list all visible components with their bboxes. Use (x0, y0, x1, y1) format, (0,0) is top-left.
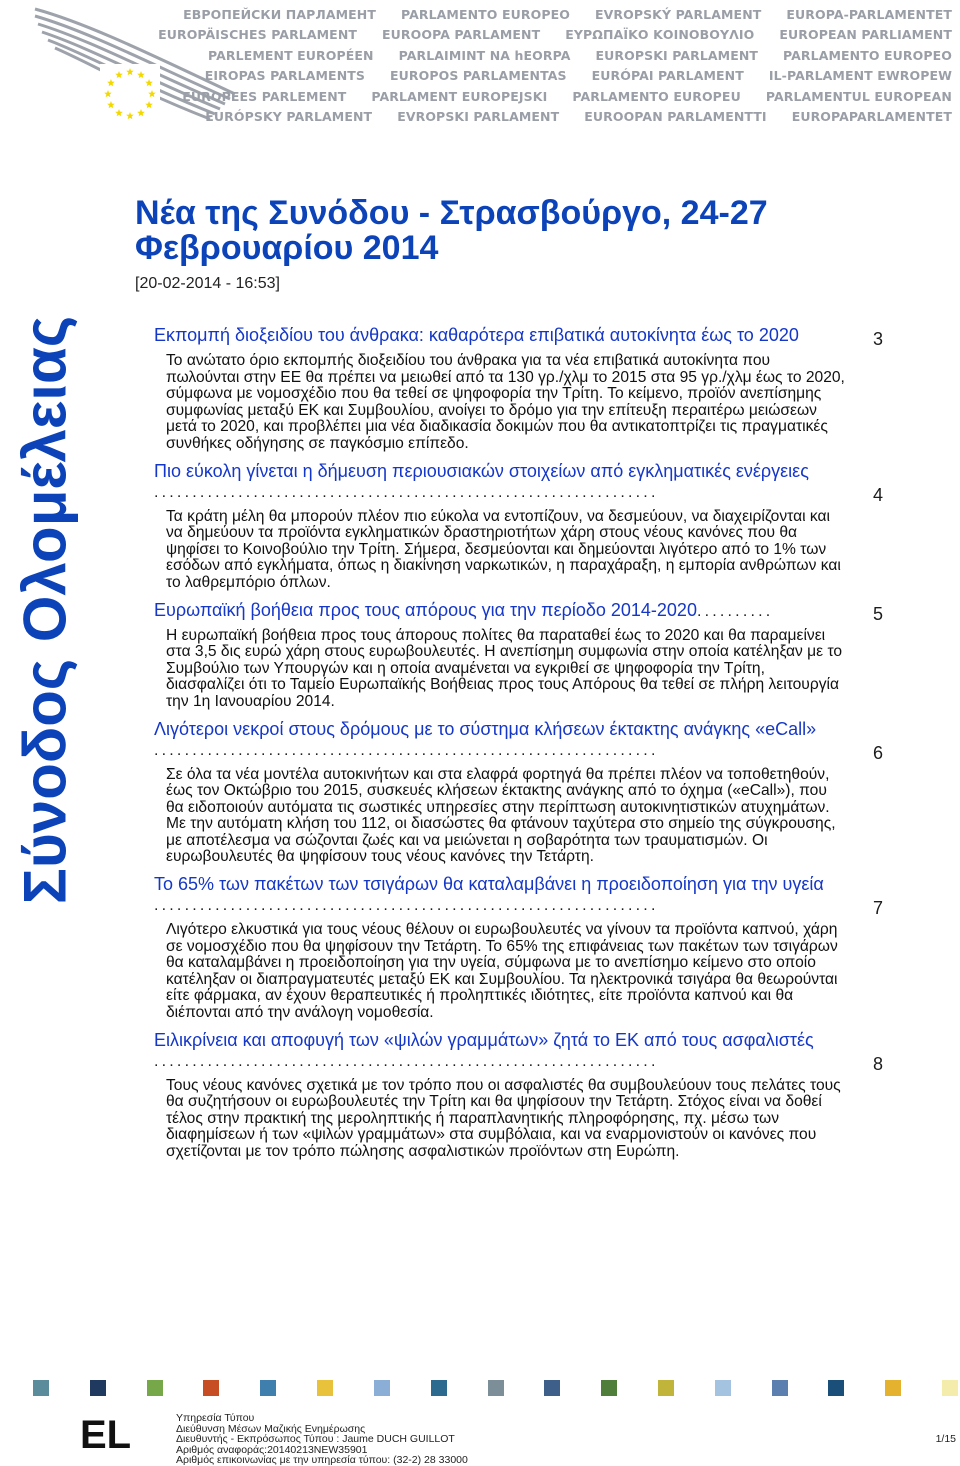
institution-name: PARLEMENT EUROPÉEN (208, 47, 374, 63)
institution-name: PARLAMENTO EUROPEO (783, 47, 952, 63)
toc-entry-summary: Η ευρωπαϊκή βοήθεια προς τους άπορους πολίτες θα παραταθεί έως το 2020 και θα παραμείνει στα 3,5 δις ευρώ χάρη στους ευρωβουλευτές. Η ανεπίσημη συμφωνία στην οποία κατέληξαν με το Συμβούλιο των Υπουργών και η οποία αναμένεται να εγκριθεί σε ψηφοφορία την Τρίτη, διασφαλίζει ότι το Ταμείο Ευρωπαϊκής Βοήθειας προς τους Απόρους θα τεθεί σε πλήρη λειτουργία την 1η Ιανουαρίου 2014. (166, 626, 843, 710)
color-swatch (260, 1380, 276, 1396)
footer-contact (176, 1413, 468, 1466)
color-swatch (147, 1380, 163, 1396)
language-code: EL (80, 1413, 132, 1457)
toc-entry-link[interactable]: Το 65% των πακέτων των τσιγάρων θα καταλαμβάνει η προειδοποίηση για την υγεία .................................................................. 7 (154, 874, 883, 919)
institution-name: EUROPOS PARLAMENTAS (390, 68, 567, 84)
institution-names-row (182, 86, 952, 107)
color-swatch (317, 1380, 333, 1396)
toc-entry-summary: Σε όλα τα νέα μοντέλα αυτοκινήτων και στα ελαφρά φορτηγά θα πρέπει πλέον να τοποθετηθούν, έως τον Οκτώβριο του 2015, συσκευές κλήσεων έκτακτης ανάγκης από το όχημα («eCall»), που θα ειδοποιούν αυτόματα τις σωστικές υπηρεσίες στην περίπτωση αυτοκινητιστικών ατυχημάτων. Με την αυτόματη κλήση του 112, οι διασώστες θα φτάνουν ταχύτερα στο σημείο της σύγκρουσης, με αποτέλεσμα να σώζονται ζωές και να μειώνεται η σοβαρότητα των τραυματισμών. Οι ευρωβουλευτές θα ψηφίσουν τους νέους κανόνες την Τετάρτη. (166, 765, 836, 866)
toc-page-number: 8 (872, 1053, 883, 1074)
footer-line: Αριθμός αναφοράς:20140213NEW35901 (176, 1443, 368, 1456)
toc-entry-summary: Λιγότερο ελκυστικά για τους νέους θέλουν οι ευρωβουλευτές να γίνουν τα προϊόντα καπνού, χάρη σε νομοσχέδιο που θα ψηφίσουν την Τετάρτη. Το 65% της επιφάνειας των πακέτων των τσιγάρων θα καταλαμβάνει η προειδοποίηση για την υγεία, σύμφωνα με το ανεπίσημο κείμενο στο οποίο κατέληξαν οι διαπραγματευτές μεταξύ ΕΚ και Συμβουλίου. Τα ηλεκτρονικά τσιγάρα θα θεωρούνται είτε φάρμακα, αν έχουν θεραπευτικές ή προληπτικές ιδιότητες, είτε προϊόντα καπνού και θα διέπονται από την ανάλογη νομοθεσία. (166, 921, 838, 1022)
toc-entry-link[interactable]: Ευρωπαϊκή βοήθεια προς τους απόρους για την περίοδο 2014-2020.......... 5 (154, 599, 883, 624)
color-swatch (772, 1380, 788, 1396)
toc-entry-link[interactable]: Εκπομπή διοξειδίου του άνθρακα: καθαρότερα επιβατικά αυτοκίνητα έως το 2020 3 (154, 325, 883, 349)
toc-entry (154, 874, 899, 1022)
toc-page-number: 3 (872, 329, 883, 349)
institution-names-row (204, 66, 952, 87)
toc-entry-summary: Το ανώτατο όριο εκπομπής διοξειδίου του άνθρακα για τα νέα επιβατικά αυτοκίνητα που πωλούνται στην ΕΕ θα πρέπει να μειωθεί από τα 130 γρ./χλμ το 2015 στα 95 γρ./χλμ έως το 2020, σύμφωνα με νομοσχέδιο που θα τεθεί σε ψηφοφορία την Τρίτη. Το κείμενο, προϊόν ανεπίσημης συμφωνίας μεταξύ ΕΚ και Συμβουλίου, ανοίγει το δρόμο για την επίτευξη περαιτέρω μειώσεων μετά το 2020, και προβλέπει μια νέα διαδικασία δοκιμών που θα αντικατοπτρίζει τις πραγματικές συνθήκες οδήγησης σε παγκόσμιο επίπεδο. (166, 352, 845, 452)
footer-line: Υπηρεσία Τύπου (176, 1412, 255, 1424)
footer-line: Αριθμός επικοινωνίας με την υπηρεσία τύπου: (32-2) 28 33000 (176, 1454, 468, 1466)
color-swatch (715, 1380, 731, 1396)
toc-entry (154, 719, 899, 867)
institution-name: PARLAMENTO EUROPEO (400, 6, 570, 22)
institution-name: EURÓPSKY PARLAMENT (205, 109, 373, 125)
page-title: Νέα της Συνόδου - Στρασβούργο, 24-27 Φεβρουαρίου 2014 (135, 194, 768, 267)
toc-page-number: 5 (872, 603, 883, 624)
color-bar (33, 1380, 958, 1396)
toc-entry (154, 461, 899, 592)
institution-name: EUROPEES PARLEMENT (182, 88, 347, 104)
footer-line: Διευθυντής - Εκπρόσωπος Τύπου : Jaume DUCH GUILLOT (176, 1433, 455, 1446)
color-swatch (942, 1380, 958, 1396)
table-of-contents (154, 325, 899, 1161)
institution-name: PARLAMENT EUROPEJSKI (371, 88, 548, 104)
toc-entry (154, 325, 899, 453)
color-swatch (203, 1380, 219, 1396)
toc-entry-summary: Τα κράτη μέλη θα μπορούν πλέον πιο εύκολα να εντοπίζουν, να δεσμεύουν, να διαχειρίζονται και να δημεύουν τα προϊόντα εγκληματικών δραστηριοτήτων χάρη στους νέους κανόνες που θα ψηφίσει το Κοινοβούλιο την Τρίτη. Σήμερα, δεσμεύονται και δημεύονται λιγότερο από το 1% των εσόδων από εγκλήματα, όπως η διακίνηση ναρκωτικών, η παραχάραξη, η εμπορία ανθρώπων και το λαθρεμπόριο όπλων. (166, 507, 841, 591)
color-swatch (374, 1380, 390, 1396)
toc-page-number: 6 (872, 742, 883, 763)
color-swatch (544, 1380, 560, 1396)
institution-name: EUROOPAN PARLAMENTTI (584, 109, 767, 125)
institution-name: PARLAMENTUL EUROPEAN (765, 88, 952, 104)
institution-name: EUROPEAN PARLIAMENT (779, 27, 952, 43)
institution-name: EUROPÄISCHES PARLAMENT (158, 27, 358, 43)
institution-name: EVROPSKI PARLAMENT (397, 109, 560, 125)
toc-entry-summary: Τους νέους κανόνες σχετικά με τον τρόπο που οι ασφαλιστές θα συμβουλεύουν τους πελάτες τους θα συζητήσουν οι ευρωβουλευτές την Τρίτη και θα ψηφίσουν την Τετάρτη. Στόχος είναι να δοθεί τέλος στην πρακτική της μεροληπτικής ή παραπλανητικής πληροφόρησης, πχ. μέσω των διαφημίσεων ή των «ψιλών γραμμάτων» στα συμβόλαια, και να εναρμονιστούν οι κανόνες που σχετίζονται με τον τρόπο πώλησης ασφαλιστικών προϊόντων στη Ευρώπη. (166, 1076, 841, 1160)
institution-name: PARLAMENTO EUROPEU (572, 88, 741, 104)
side-title-area (0, 290, 90, 930)
side-title: Σύνοδος Ολομέλειας (11, 315, 79, 905)
toc-entry-link[interactable]: Ειλικρίνεια και αποφυγή των «ψιλών γραμμάτων» ζητά το ΕΚ από τους ασφαλιστές .................................................................. 8 (154, 1029, 883, 1074)
institution-name: EUROPSKI PARLAMENT (595, 47, 759, 63)
institution-names-row (205, 107, 952, 128)
institution-names-row (183, 4, 952, 25)
toc-page-number: 7 (872, 898, 883, 919)
color-swatch (488, 1380, 504, 1396)
european-parliament-logo (30, 4, 260, 124)
institution-names (158, 4, 952, 127)
toc-entry-link[interactable]: Λιγότεροι νεκροί στους δρόμους με το σύστημα κλήσεων έκτακτης ανάγκης «eCall» .................................................................. 6 (154, 718, 883, 763)
toc-entry (154, 600, 899, 711)
color-swatch (601, 1380, 617, 1396)
color-swatch (828, 1380, 844, 1396)
toc-page-number: 4 (872, 484, 883, 505)
color-swatch (431, 1380, 447, 1396)
institution-name: EUROOPA PARLAMENT (382, 27, 541, 43)
institution-name: EUROPA-PARLAMENTET (786, 6, 952, 22)
institution-name: ЕВРОПЕЙСКИ ПАРЛАМЕНТ (183, 6, 376, 22)
institution-name: EUROPAPARLAMENTET (791, 109, 952, 125)
institution-names-row (208, 45, 952, 66)
institution-name: EIROPAS PARLAMENTS (204, 68, 365, 84)
color-swatch (90, 1380, 106, 1396)
color-swatch (658, 1380, 674, 1396)
footer-line: Διεύθυνση Μέσων Μαζικής Ενημέρωσης (176, 1422, 366, 1435)
institution-name: IL-PARLAMENT EWROPEW (768, 68, 952, 84)
institution-name: EURÓPAI PARLAMENT (591, 68, 744, 84)
color-swatch (885, 1380, 901, 1396)
publication-date: [20-02-2014 - 16:53] (135, 275, 280, 292)
institution-name: PARLAIMINT NA hEORPA (398, 47, 571, 63)
color-swatch (33, 1380, 49, 1396)
toc-entry (154, 1030, 899, 1161)
page-number: 1/15 (935, 1433, 956, 1445)
institution-name: ΕΥΡΩΠΑΪΚΟ ΚΟΙΝΟΒΟΥΛΙΟ (565, 27, 755, 43)
toc-entry-link[interactable]: Πιο εύκολη γίνεται η δήμευση περιουσιακών στοιχείων από εγκληματικές ενέργειες .................................................................. 4 (154, 460, 883, 505)
institution-names-row (158, 25, 952, 46)
institution-name: EVROPSKÝ PARLAMENT (594, 6, 762, 22)
